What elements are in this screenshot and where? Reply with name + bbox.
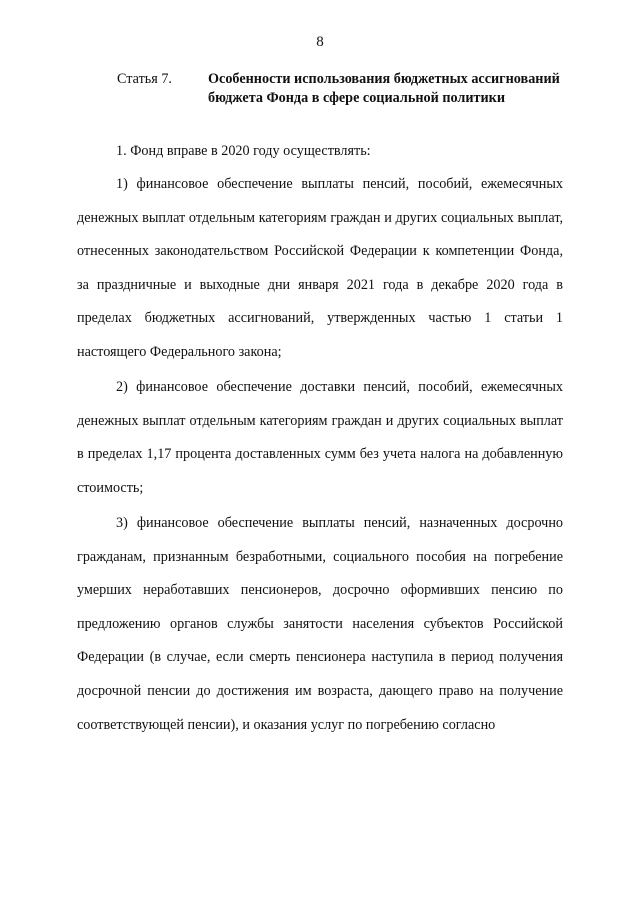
page-number: 8 (316, 34, 324, 50)
paragraph-item-1: 1) финансовое обеспечение выплаты пенсий, пособий, ежемесячных денежных выплат отдельным категориям граждан и других социальных выплат, отнесенных законодательством Российской Федерации к компетенции Фонда, за праздничные и выходные дни января 2021 года в декабре 2020 года в пределах бюджетных ассигнований, утвержденных частью 1 статьи 1 настоящего Федерального закона; (77, 176, 563, 360)
paragraph-item-3: 3) финансовое обеспечение выплаты пенсий, назначенных досрочно гражданам, признанным безработными, социального пособия на погребение умерших неработавших пенсионеров, досрочно оформивших пенсию по предложению органов службы занятости населения субъектов Российской Федерации (в случае, если смерть пенсионера наступила в период получения досрочной пенсии до достижения им возраста, дающего право на получение соответствующей пенсии), и оказания услуг по погребению согласно (77, 515, 563, 733)
article-title: Особенности использования бюджетных ассигнований бюджета Фонда в сфере социальной политики (208, 71, 560, 106)
article-label: Статья 7. (117, 71, 172, 87)
paragraph-item-2: 2) финансовое обеспечение доставки пенсий, пособий, ежемесячных денежных выплат отдельным категориям граждан и других социальных выплат в пределах 1,17 процента доставленных сумм без учета налога на добавленную стоимость; (77, 379, 563, 496)
paragraph-intro: 1. Фонд вправе в 2020 году осуществлять: (116, 143, 371, 159)
